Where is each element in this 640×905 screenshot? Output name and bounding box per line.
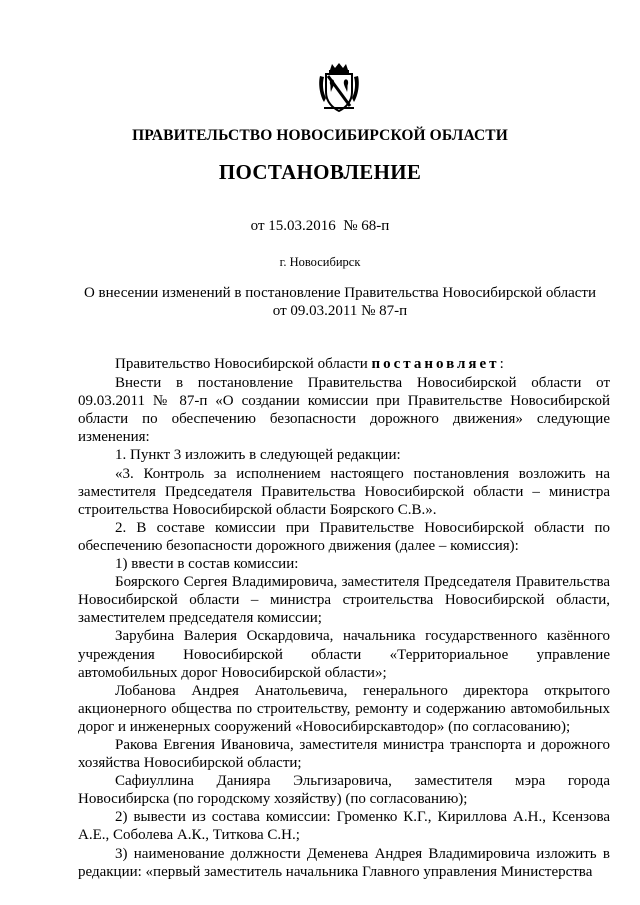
document-type: ПОСТАНОВЛЕНИЕ — [218, 160, 422, 184]
document-body — [78, 355, 610, 881]
intro-prefix: Правительство Новосибирской области — [115, 356, 372, 372]
intro-suffix: : — [499, 356, 504, 372]
paragraph-6: Боярского Сергея Владимировича, заместителя Председателя Правительства Новосибирской области – министра строительства Новосибирской области, заместителем председателя комиссии; — [78, 574, 610, 627]
intro-spaced-word: постановляет — [371, 356, 500, 372]
date-and-number: от 15.03.2016 № 68-п — [250, 218, 390, 234]
subject-line-1: О внесении изменений в постановление Правительства Новосибирской области — [83, 285, 597, 301]
paragraph-1: Внести в постановление Правительства Новосибирской области от 09.03.2011 № 87-п «О создании комиссии при Правительстве Новосибирской области по обеспечению безопасности дорожного движения» следующие изменения: — [78, 375, 610, 446]
paragraph-5: 1) ввести в состав комиссии: — [115, 556, 299, 573]
city: г. Новосибирск — [279, 255, 361, 269]
paragraph-3: «3. Контроль за исполнением настоящего постановления возложить на заместителя Председателя Правительства Новосибирской области – министра строительства Новосибирской области Боярского С.В.». — [78, 465, 610, 518]
paragraph-11: 2) вывести из состава комиссии: Громенко К.Г., Кириллова А.Н., Ксензова А.Е., Соболева А.К., Титкова С.Н.; — [78, 809, 610, 844]
paragraph-7: Зарубина Валерия Оскардовича, начальника государственного казённого учреждения Новосибирской области «Территориальное управление автомобильных дорог Новосибирской области»; — [78, 628, 610, 681]
paragraph-2: 1. Пункт 3 изложить в следующей редакции: — [115, 447, 401, 464]
paragraph-10: Сафиуллина Данияра Эльгизаровича, заместителя мэра города Новосибирска (по городскому хозяйству) (по согласованию); — [78, 773, 610, 808]
paragraph-4: 2. В составе комиссии при Правительстве Новосибирской области по обеспечению безопасности дорожного движения (далее – комиссия): — [78, 519, 610, 554]
resolution-intro — [78, 355, 610, 373]
government-name: ПРАВИТЕЛЬСТВО НОВОСИБИРСКОЙ ОБЛАСТИ — [132, 127, 508, 144]
paragraph-12: 3) наименование должности Деменева Андрея Владимировича изложить в редакции: «первый заместитель начальника Главного управления Министерства — [78, 845, 610, 880]
paragraph-9: Ракова Евгения Ивановича, заместителя министра транспорта и дорожного хозяйства Новосибирской области; — [78, 736, 610, 772]
coat-of-arms-icon — [318, 62, 360, 114]
paragraph-8: Лобанова Андрея Анатольевича, генерального директора открытого акционерного общества по строительству, ремонту и содержанию автомобильных дорог и инженерных сооружений «Новосибирскавтодор» (по согласованию); — [78, 682, 610, 735]
document-subject — [80, 284, 600, 320]
subject-line-2: от 09.03.2011 № 87-п — [272, 303, 408, 319]
